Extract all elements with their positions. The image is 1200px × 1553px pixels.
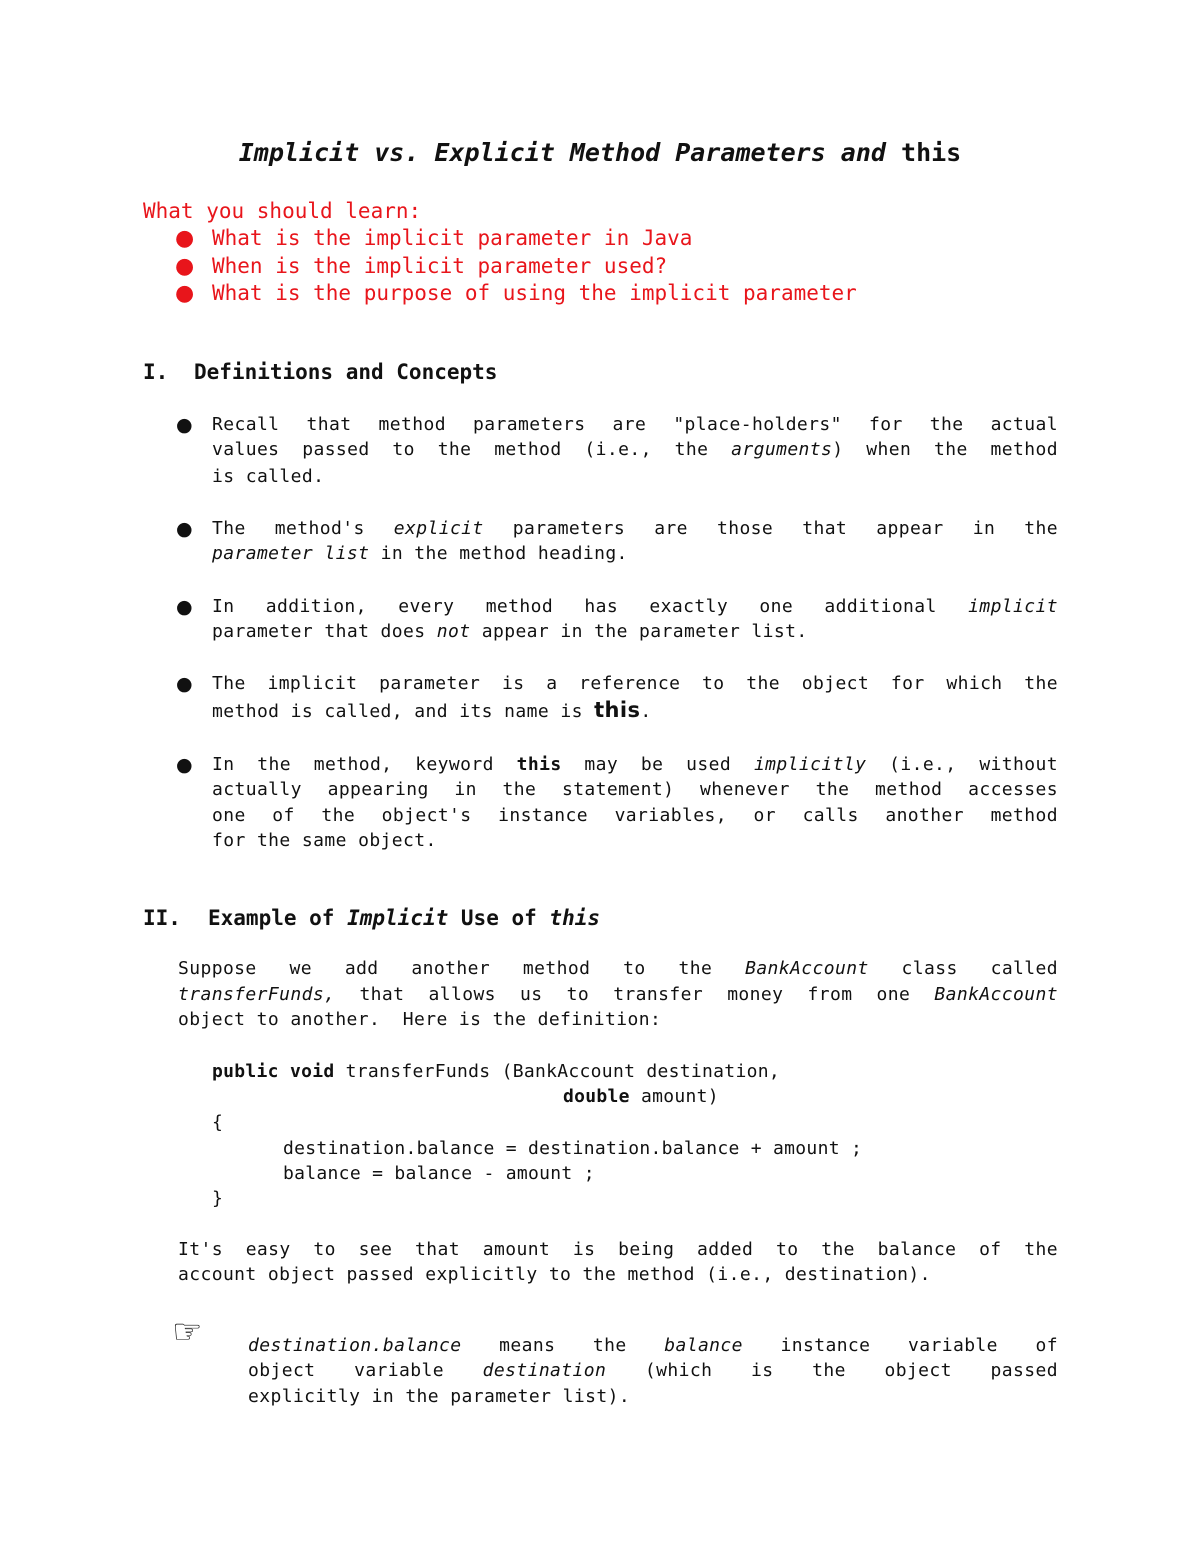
text-run: Suppose we add another method to the (178, 958, 713, 979)
note-line-2 (248, 1360, 1058, 1381)
paragraph-1 (178, 958, 1058, 979)
text-run: (which is the object passed (644, 1360, 1058, 1381)
text-line: The implicit parameter is a reference to the object for which the (212, 673, 1058, 694)
text-run: Use of (460, 906, 537, 930)
bullet-dot-icon: ● (176, 414, 193, 436)
bullet-dot-icon: ● (176, 518, 193, 540)
emphasis: balance (664, 1335, 743, 1356)
text-run: (i.e., without (889, 754, 1058, 775)
bullet-dot-icon: ● (175, 281, 195, 306)
emphasis: this (549, 906, 600, 930)
section-1-heading: Definitions and Concepts (194, 360, 498, 384)
note (248, 1335, 1058, 1356)
bullet-dot-icon: ● (175, 254, 195, 279)
bullet-2-line-2 (212, 543, 628, 564)
code-line (212, 1061, 780, 1082)
keyword-this: this (516, 754, 562, 775)
text-line: actually appearing in the statement) whenever the method accesses (212, 779, 1058, 800)
emphasis: explicit (393, 518, 484, 539)
bullet-dot-icon: ● (176, 673, 193, 695)
code-keyword: double (563, 1086, 630, 1107)
note-line-3: explicitly in the parameter list). (248, 1386, 631, 1407)
code-line: { (212, 1112, 224, 1133)
text-run: means the (499, 1335, 627, 1356)
emphasis: transferFunds, (178, 984, 336, 1005)
emphasis: parameter list (212, 543, 370, 564)
text-run: class called (901, 958, 1059, 979)
text-line (178, 984, 1058, 1005)
pointing-hand-icon: ☞ (172, 1312, 203, 1352)
title-keyword: this (901, 138, 962, 167)
text-line (212, 518, 1058, 539)
code-keyword: public void (212, 1061, 335, 1082)
bullet-3 (212, 596, 1058, 617)
text-line (248, 1360, 1058, 1381)
emphasis: arguments (731, 439, 833, 460)
keyword-this: this (594, 698, 641, 722)
emphasis: destination.balance (248, 1335, 462, 1356)
text-run: appear in the parameter list. (481, 621, 808, 642)
emphasis: implicit (968, 596, 1058, 617)
text-line (212, 596, 1058, 617)
text-run: object variable (248, 1360, 444, 1381)
text-run: instance variable of (780, 1335, 1058, 1356)
emphasis: implicitly (753, 754, 867, 775)
paragraph-1-line-2 (178, 984, 1058, 1005)
text-run: method is called, and its name is (212, 701, 583, 722)
bullet-5-line-2 (212, 779, 1058, 800)
bullet-4 (212, 673, 1058, 694)
bullet-3-line-2 (212, 621, 808, 642)
paragraph-1-line-3: object to another. Here is the definition: (178, 1009, 662, 1030)
text-run: ) when the method (832, 439, 1058, 460)
code-text: transferFunds (BankAccount destination, (345, 1061, 780, 1082)
text-line: Recall that method parameters are "place-holders" for the actual (212, 414, 1058, 435)
text-run: parameters are those that appear in the (512, 518, 1058, 539)
text-run: In addition, every method has exactly one additional (212, 596, 937, 617)
code-line: destination.balance = destination.balance + amount ; (283, 1138, 863, 1159)
bullet-4-line-2 (212, 698, 652, 722)
emphasis: BankAccount (745, 958, 869, 979)
bullet-1-line-2 (212, 439, 1058, 460)
text-line: one of the object's instance variables, or calls another method (212, 805, 1058, 826)
text-run: . (640, 701, 652, 722)
text-run: that allows us to transfer money from one (359, 984, 911, 1005)
learn-heading: What you should learn: (143, 199, 422, 223)
bullet-dot-icon: ● (176, 596, 193, 618)
learn-item: When is the implicit parameter used? (212, 254, 668, 278)
text-line (212, 439, 1058, 460)
bullet-5 (212, 754, 1058, 775)
bullet-1 (212, 414, 1058, 435)
code-line (563, 1086, 719, 1107)
page-title (0, 138, 1200, 167)
learn-item: What is the purpose of using the implicit parameter (212, 281, 857, 305)
emphasis: Implicit (347, 906, 449, 930)
emphasis: not (436, 621, 471, 642)
text-line (212, 754, 1058, 775)
code-text: amount) (640, 1086, 719, 1107)
code-line: balance = balance - amount ; (283, 1163, 595, 1184)
section-2-numeral: II. (143, 906, 181, 930)
paragraph-2 (178, 1239, 1058, 1260)
bullet-1-line-3: is called. (212, 466, 325, 487)
bullet-5-line-4: for the same object. (212, 830, 437, 851)
text-run: The method's (212, 518, 365, 539)
title-main: Implicit vs. Explicit Method Parameters and (238, 138, 886, 167)
bullet-dot-icon: ● (176, 754, 193, 776)
bullet-2 (212, 518, 1058, 539)
text-run: in the method heading. (380, 543, 628, 564)
text-run: parameter that does (212, 621, 426, 642)
bullet-5-line-3 (212, 805, 1058, 826)
emphasis: destination (482, 1360, 607, 1381)
bullet-dot-icon: ● (175, 226, 195, 251)
code-line: } (212, 1188, 224, 1209)
text-line: It's easy to see that amount is being added to the balance of the (178, 1239, 1058, 1260)
text-run: In the method, keyword (212, 754, 494, 775)
text-line (248, 1335, 1058, 1356)
section-2-heading (208, 906, 600, 930)
text-run: Example of (208, 906, 335, 930)
paragraph-2-line-2: account object passed explicitly to the method (i.e., destination). (178, 1264, 931, 1285)
learn-item: What is the implicit parameter in Java (212, 226, 693, 250)
text-line (178, 958, 1058, 979)
text-run: values passed to the method (i.e., the (212, 439, 709, 460)
text-run: may be used (584, 754, 732, 775)
section-1-numeral: I. (143, 360, 169, 384)
emphasis: BankAccount (934, 984, 1058, 1005)
